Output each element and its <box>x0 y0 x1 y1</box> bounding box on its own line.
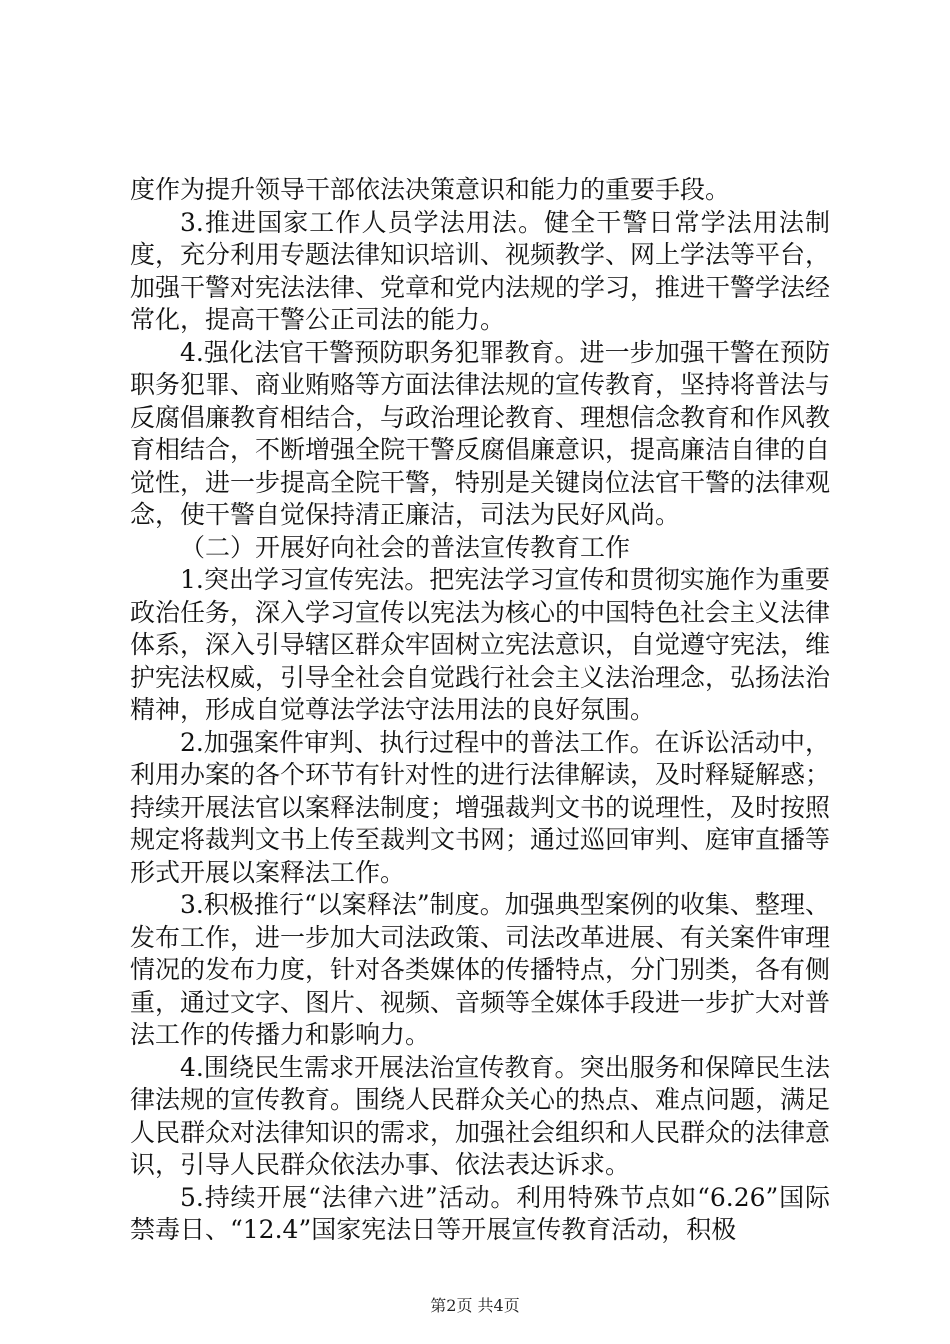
paragraph-item-5-law-six-entries: 5.持续开展“法律六进”活动。利用特殊节点如“6.26”国际禁毒日、“12.4”国家宪法日等开展宣传教育活动，积极 <box>130 1182 830 1244</box>
page-footer: 第2页 共4页 <box>430 1296 520 1315</box>
paragraph-item-4-livelihood: 4.围绕民生需求开展法治宣传教育。突出服务和保障民生法律法规的宣传教育。围绕人民群众关心的热点、难点问题，满足人民群众对法律知识的需求，加强社会组织和人民群众的法律意识，引导人民群众依法办事、依法表达诉求。 <box>130 1052 831 1179</box>
document-body <box>130 174 830 1247</box>
paragraph-item-3-case-explanation: 3.积极推行“以案释法”制度。加强典型案例的收集、整理、发布工作，进一步加大司法政策、司法改革进展、有关案件审理情况的发布力度，针对各类媒体的传播特点，分门别类，各有侧重，通过文字、图片、视频、音频等全媒体手段进一步扩大对普法工作的传播力和影响力。 <box>130 890 831 1049</box>
paragraph-continuation: 度作为提升领导干部依法决策意识和能力的重要手段。 <box>130 175 731 204</box>
paragraph-item-3-staff-law-study: 3.推进国家工作人员学法用法。健全干警日常学法用法制度，充分利用专题法律知识培训、视频教学、网上学法等平台，加强干警对宪法法律、党章和党内法规的学习，推进干警学法经常化，提高干警公正司法的能力。 <box>130 207 831 334</box>
paragraph-item-1-constitution: 1.突出学习宣传宪法。把宪法学习宣传和贯彻实施作为重要政治任务，深入学习宣传以宪法为核心的中国特色社会主义法律体系，深入引导辖区群众牢固树立宪法意识，自觉遵守宪法，维护宪法权威，引导全社会自觉践行社会主义法治理念，弘扬法治精神，形成自觉尊法学法守法用法的良好氛围。 <box>130 565 831 724</box>
paragraph-item-4-crime-prevention: 4.强化法官干警预防职务犯罪教育。进一步加强干警在预防职务犯罪、商业贿赂等方面法律法规的宣传教育，坚持将普法与反腐倡廉教育相结合，与政治理论教育、理想信念教育和作风教育相结合，不断增强全院干警反腐倡廉意识，提高廉洁自律的自觉性，进一步提高全院干警，特别是关键岗位法官干警的法律观念，使干警自觉保持清正廉洁，司法为民好风尚。 <box>130 337 831 529</box>
section-heading-2: （二）开展好向社会的普法宣传教育工作 <box>180 532 631 562</box>
paragraph-item-2-trial-education: 2.加强案件审判、执行过程中的普法工作。在诉讼活动中，利用办案的各个环节有针对性的进行法律解读，及时释疑解惑；持续开展法官以案释法制度；增强裁判文书的说理性，及时按照规定将裁判文书上传至裁判文书网；通过巡回审判、庭审直播等形式开展以案释法工作。 <box>130 727 831 887</box>
